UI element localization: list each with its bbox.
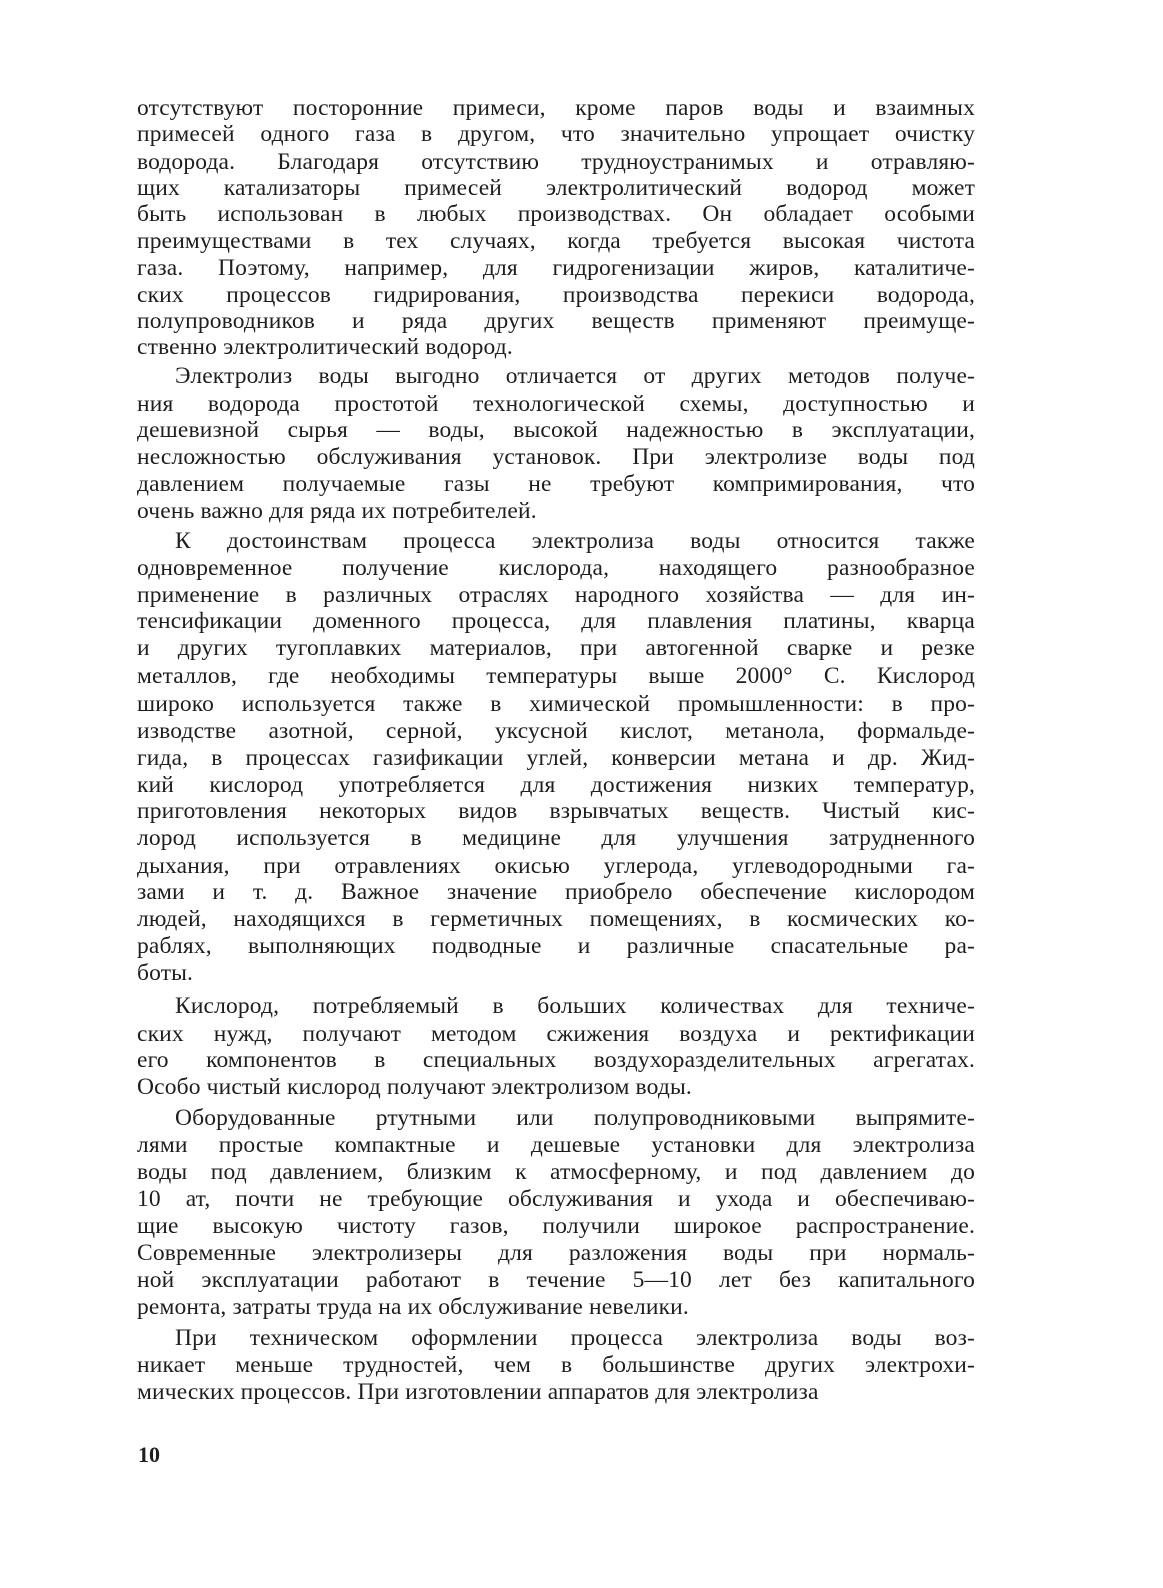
page-number: 10 bbox=[138, 1442, 160, 1467]
text-line: воды под давлением, близким к атмосферному, и под давлением до bbox=[137, 1159, 975, 1185]
text-line: давлением получаемые газы не требуют компримирования, что bbox=[137, 471, 975, 497]
text-line: боты. bbox=[137, 960, 194, 986]
text-line: ремонта, затраты труда на их обслуживание невелики. bbox=[137, 1294, 689, 1320]
text-line: преимуществами в тех случаях, когда требуется высокая чистота bbox=[137, 228, 975, 254]
text-line: щих катализаторы примесей электролитический водород может bbox=[137, 175, 975, 201]
text-line: Современные электролизеры для разложения воды при нормаль- bbox=[137, 1240, 975, 1266]
text-line: очень важно для ряда их потребителей. bbox=[137, 498, 537, 524]
text-line: тенсификации доменного процесса, для плавления платины, кварца bbox=[137, 608, 975, 634]
text-line: ских процессов гидрирования, производства перекиси водорода, bbox=[137, 282, 975, 308]
text-line: полупроводников и ряда других веществ применяют преимуще- bbox=[137, 308, 975, 334]
text-line: дыхания, при отравлениях окисью углерода, углеводородными га- bbox=[137, 853, 975, 879]
text-line: Особо чистый кислород получают электролизом воды. bbox=[137, 1074, 692, 1100]
text-line: раблях, выполняющих подводные и различные спасательные ра- bbox=[137, 933, 975, 959]
text-line: людей, находящихся в герметичных помещениях, в космических ко- bbox=[137, 906, 975, 932]
text-line: отсутствуют посторонние примеси, кроме паров воды и взаимных bbox=[137, 95, 975, 121]
text-line: быть использован в любых производствах. Он обладает особыми bbox=[137, 201, 975, 227]
text-line: лями простые компактные и дешевые установки для электролиза bbox=[137, 1132, 975, 1158]
text-line: Кислород, потребляемый в больших количествах для техниче- bbox=[175, 993, 975, 1019]
text-line: Оборудованные ртутными или полупроводниковыми выпрямите- bbox=[175, 1105, 975, 1131]
text-line: применение в различных отраслях народного хозяйства — для ин- bbox=[137, 582, 975, 608]
text-line: дешевизной сырья — воды, высокой надежностью в эксплуатации, bbox=[137, 417, 975, 443]
text-line: газа. Поэтому, например, для гидрогенизации жиров, каталитиче- bbox=[137, 255, 975, 281]
text-line: металлов, где необходимы температуры выше 2000° С. Кислород bbox=[137, 663, 975, 689]
text-line: гида, в процессах газификации углей, конверсии метана и др. Жид- bbox=[137, 745, 975, 771]
text-line: ния водорода простотой технологической схемы, доступностью и bbox=[137, 391, 975, 417]
text-line: 10 ат, почти не требующие обслуживания и ухода и обеспечиваю- bbox=[137, 1186, 975, 1212]
text-line: приготовления некоторых видов взрывчатых веществ. Чистый кис- bbox=[137, 798, 975, 824]
text-line: К достоинствам процесса электролиза воды относится также bbox=[175, 528, 975, 554]
text-line: изводстве азотной, серной, уксусной кислот, метанола, формальде- bbox=[137, 718, 975, 744]
text-line: широко используется также в химической промышленности: в про- bbox=[137, 691, 975, 717]
text-line: зами и т. д. Важное значение приобрело обеспечение кислородом bbox=[137, 879, 975, 905]
text-line: несложностью обслуживания установок. При электролизе воды под bbox=[137, 444, 975, 470]
text-line: щие высокую чистоту газов, получили широкое распространение. bbox=[137, 1213, 975, 1239]
text-line: одновременное получение кислорода, находящего разнообразное bbox=[137, 555, 975, 581]
text-line: ной эксплуатации работают в течение 5—10 лет без капитального bbox=[137, 1267, 975, 1293]
text-line: ских нужд, получают методом сжижения воздуха и ректификации bbox=[137, 1021, 975, 1047]
text-line: водорода. Благодаря отсутствию трудноустранимых и отравляю- bbox=[137, 149, 975, 175]
text-line: При техническом оформлении процесса электролиза воды воз- bbox=[175, 1325, 975, 1351]
text-line: и других тугоплавких материалов, при автогенной сварке и резке bbox=[137, 635, 975, 661]
text-line: ственно электролитический водород. bbox=[137, 334, 513, 360]
text-line: никает меньше трудностей, чем в большинстве других электрохи- bbox=[137, 1352, 975, 1378]
text-line: его компонентов в специальных воздухоразделительных агрегатах. bbox=[137, 1047, 975, 1073]
text-line: кий кислород употребляется для достижения низких температур, bbox=[137, 772, 975, 798]
text-line: Электролиз воды выгодно отличается от других методов получе- bbox=[175, 363, 975, 389]
text-line: примесей одного газа в другом, что значительно упрощает очистку bbox=[137, 121, 975, 147]
text-line: лород используется в медицине для улучшения затрудненного bbox=[137, 825, 975, 851]
text-line: мических процессов. При изготовлении аппаратов для электролиза bbox=[137, 1379, 819, 1405]
